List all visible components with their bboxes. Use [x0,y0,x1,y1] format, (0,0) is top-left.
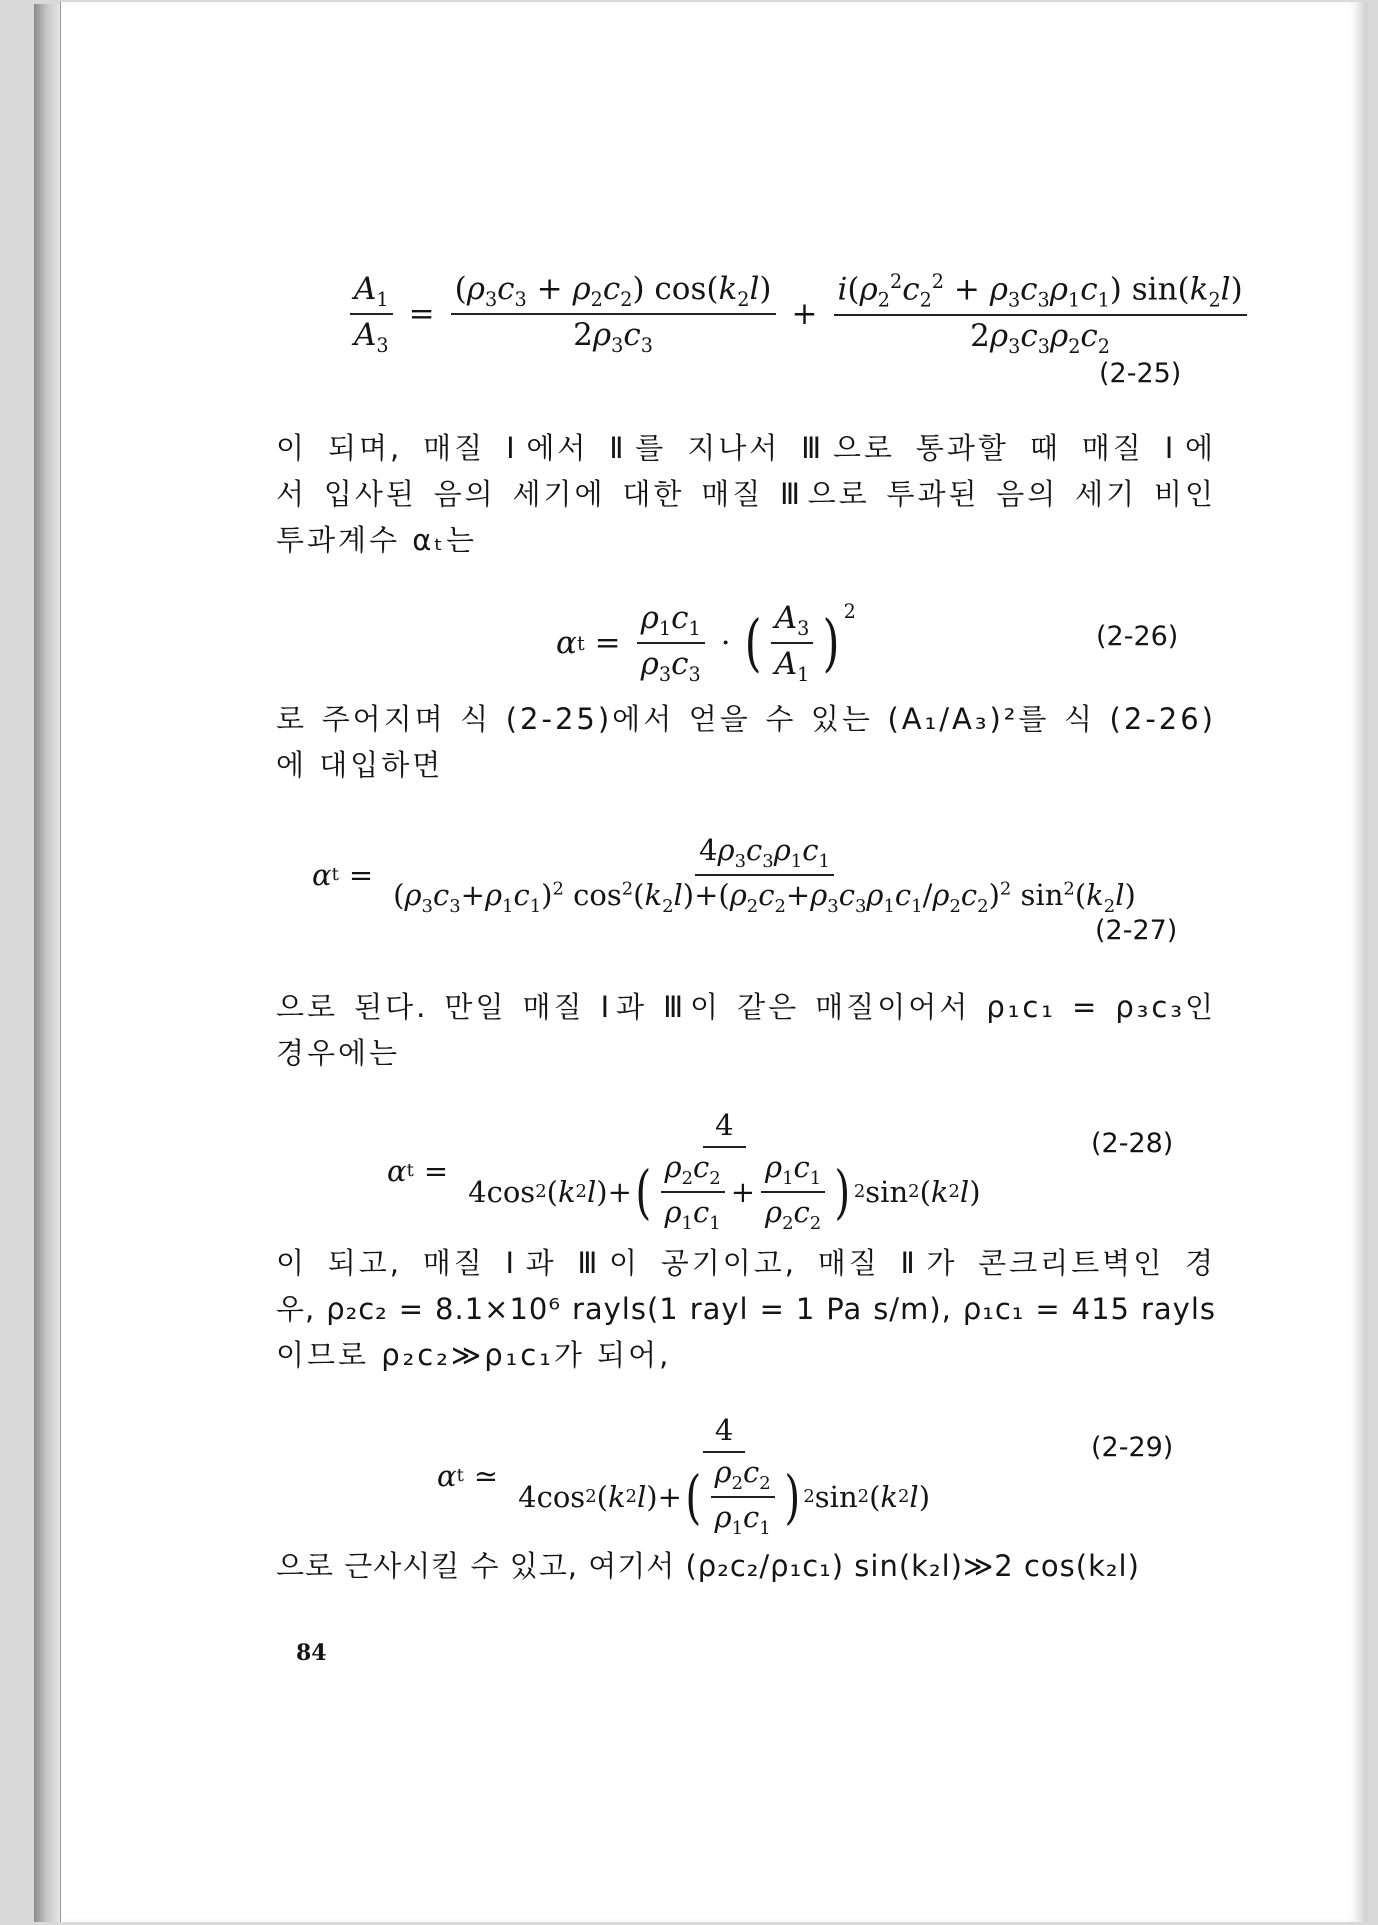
fraction-impedance-ratio: $\frac{\rho_1c_1}{\rho_3c_3}$ [637,600,705,686]
equation-number: (2-28) [1091,1128,1174,1159]
text-line: 으로 근사시킬 수 있고, 여기서 (ρ₂c₂/ρ₁c₁) sin(k₂l)≫2 cos(k₂l) [276,1549,1140,1583]
page-number: 84 [296,1640,327,1666]
equation-number: (2-25) [1099,358,1182,389]
equation-2-26: α t = $\frac{\rho_1c_1}{\rho_3c_3}$ · ( $\frac{A_3}{A_1}$ ) $^2$ [556,600,856,687]
text-line: 이므로 ρ₂c₂≫ρ₁c₁가 되어, [276,1338,672,1372]
equation-2-25: $\frac{A_1}{A_3}$ = $\frac{(\rho_3c_3 + \rho_2c_2) \cos(k_2l)}{2\rho_3c_3}$ + $\frac{i(\rho_2^2c_2^2 + \rho_3c_3\rho_1c_1) \sin(k_2l)}{2\rho_3c_3\rho_2c_2}$ [344,270,1253,358]
paragraph-5 [276,1543,1216,1589]
equation-2-29: α t ≃ 4 4cos 2 ( k 2 l )+ ( $\frac{\rho_2c_2}{\rho_1c_1}$ ) 2 sin 2 ( k 2 l ) [437,1413,940,1539]
equation-2-28: α t = 4 4cos 2 ( k 2 l )+ ( $\frac{\rho_2c_2}{\rho_1c_1}$ + $\frac{\rho_1c_1}{\rho_2c_2}$ ) 2 sin 2 ( k 2 l ) [387,1108,991,1234]
paragraph-1 [276,425,1216,563]
text-line: 으로 된다. 만일 매질 Ⅰ과 Ⅲ이 같은 매질이어서 ρ₁c₁ = ρ₃c₃인 [276,990,1216,1024]
equation-number: (2-26) [1096,621,1179,652]
fraction-same-medium: 4 4cos 2 ( k 2 l )+ ( $\frac{\rho_2c_2}{\rho_1c_1}$ + $\frac{\rho_1c_1}{\rho_2c_2}$ ) 2 sin 2 ( k 2 l ) [468,1108,981,1234]
text-line: 에 대입하면 [276,748,444,782]
fraction-a1-over-a3: $\frac{A_1}{A_3}$ [350,271,393,357]
text-line: 이 되며, 매질 Ⅰ에서 Ⅱ를 지나서 Ⅲ으로 통과할 때 매질 Ⅰ에 [276,431,1216,465]
fraction-approximation: 4 4cos 2 ( k 2 l )+ ( $\frac{\rho_2c_2}{\rho_1c_1}$ ) 2 sin 2 ( k 2 l ) [518,1413,931,1539]
equation-number: (2-27) [1095,915,1178,946]
text-line: 로 주어지며 식 (2-25)에서 얻을 수 있는 (A₁/A₃)²를 식 (2-26) [276,702,1216,736]
fraction-sin-term: $\frac{i(\rho_2^2c_2^2 + \rho_3c_3\rho_1c_1) \sin(k_2l)}{2\rho_3c_3\rho_2c_2}$ [834,270,1247,358]
text-line: 서 입사된 음의 세기에 대한 매질 Ⅲ으로 투과된 음의 세기 비인 [276,477,1216,511]
fraction-a3-over-a1: $\frac{A_3}{A_1}$ [771,600,814,686]
equation-2-27: α t = $\frac{4\rho_3c_3\rho_1c_1}{(\rho_3c_3+\rho_1c_1)^2 \cos^2(k_2l)+(\rho_2c_2+\rho_3c_3\rho_1c_1/\rho_2c_2)^2 \sin^2(k_2l)}$ [312,833,1146,917]
paragraph-2 [276,696,1216,788]
text-line: 경우에는 [276,1036,401,1070]
text-line: 투과계수 αₜ는 [276,523,477,557]
equation-number: (2-29) [1091,1432,1174,1463]
fraction-cos-term: $\frac{(\rho_3c_3 + \rho_2c_2) \cos(k_2l)}{2\rho_3c_3}$ [451,271,776,357]
text-line: 이 되고, 매질 Ⅰ과 Ⅲ이 공기이고, 매질 Ⅱ가 콘크리트벽인 경 [276,1246,1216,1280]
text-line: 우, ρ₂c₂ = 8.1×10⁶ rayls(1 rayl = 1 Pa s/m), ρ₁c₁ = 415 rayls [276,1292,1216,1326]
paragraph-4 [276,1240,1216,1378]
paragraph-3 [276,984,1216,1076]
fraction-transmission-general: $\frac{4\rho_3c_3\rho_1c_1}{(\rho_3c_3+\rho_1c_1)^2 \cos^2(k_2l)+(\rho_2c_2+\rho_3c_3\rho_1c_1/\rho_2c_2)^2 \sin^2(k_2l)}$ [393,833,1136,917]
